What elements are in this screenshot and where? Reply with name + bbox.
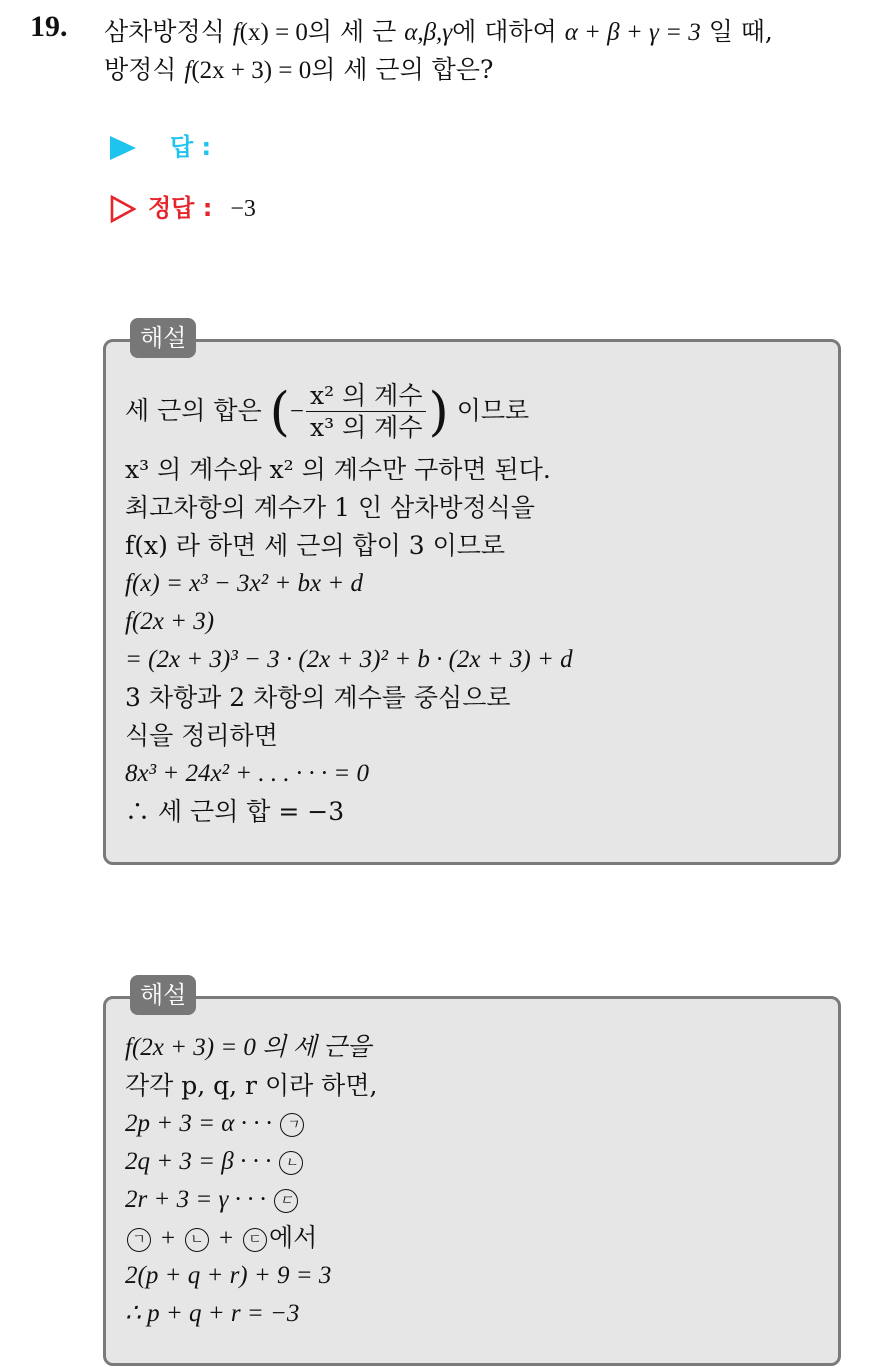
sol1-line-8: 3 차항과 2 차항의 계수를 중심으로 xyxy=(125,683,511,712)
sol2-line-5 xyxy=(125,1183,300,1217)
outline-triangle-icon xyxy=(110,195,136,223)
sol2-line-2: 각각 p, q, r 이라 하면, xyxy=(125,1071,378,1100)
q-func: f xyxy=(184,57,192,84)
question-line-1 xyxy=(104,14,773,51)
correct-answer-label: 정답 : xyxy=(148,194,213,222)
q-text: 방정식 xyxy=(104,55,177,84)
q-eq: (2x + 3) = 0 xyxy=(191,57,312,84)
sol2-line-6 xyxy=(125,1221,317,1256)
q-text: 일 때, xyxy=(708,17,773,46)
plus-sign: + xyxy=(160,1225,176,1252)
correct-answer-row xyxy=(110,191,256,226)
sol2-line-3 xyxy=(125,1107,306,1141)
sol2-text: 에서 xyxy=(269,1223,318,1252)
minus-sign: − xyxy=(289,398,305,425)
sol1-line-7: = (2x + 3)³ − 3 · (2x + 3)² + b · (2x + 3) + d xyxy=(125,646,573,673)
sol2-line-7: 2(p + q + r) + 9 = 3 xyxy=(125,1262,332,1289)
q-func: f xyxy=(232,19,240,46)
sol2-line-1: f(2x + 3) = 0 의 세 근을 xyxy=(125,1034,372,1061)
circled-nieun-icon: ㄴ xyxy=(185,1228,209,1252)
sol1-line-5: f(x) = x³ − 3x² + bx + d xyxy=(125,570,363,597)
circled-digeut-icon: ㄷ xyxy=(243,1228,267,1252)
play-triangle-icon xyxy=(110,136,136,160)
sol1-text: 이므로 xyxy=(456,396,530,425)
sol1-line-1 xyxy=(125,380,529,444)
q-sum: α + β + γ = 3 xyxy=(564,19,701,46)
sol2-line-8: ∴ p + q + r = −3 xyxy=(125,1300,300,1327)
fraction-denominator: x³ 의 계수 xyxy=(310,413,423,442)
solution-tag-1: 해설 xyxy=(130,318,196,358)
q-text: 삼차방정식 xyxy=(104,17,225,46)
sol1-line-9: 식을 정리하면 xyxy=(125,721,278,750)
sol1-text: 세 근의 합은 xyxy=(125,396,262,425)
circled-giyeok-icon: ㄱ xyxy=(127,1228,151,1252)
solution-tag-2: 해설 xyxy=(130,975,196,1015)
q-text: 의 세 근 xyxy=(307,17,397,46)
sol2-eq: 2p + 3 = α · · · xyxy=(125,1110,272,1137)
circled-nieun-icon: ㄴ xyxy=(279,1151,303,1175)
fraction-numerator: x² 의 계수 xyxy=(306,381,426,412)
answer-row xyxy=(110,130,211,164)
left-paren: ( xyxy=(269,382,290,443)
correct-answer-value: −3 xyxy=(230,196,256,222)
sol2-eq: 2r + 3 = γ · · · xyxy=(125,1186,266,1213)
q-roots: α,β,γ xyxy=(404,19,453,46)
sol2-eq: 2q + 3 = β · · · xyxy=(125,1148,272,1175)
sol1-line-3: 최고차항의 계수가 1 인 삼차방정식을 xyxy=(125,493,535,522)
right-paren: ) xyxy=(428,382,449,443)
q-text: 의 세 근의 합은? xyxy=(311,55,494,84)
sol1-line-6: f(2x + 3) xyxy=(125,608,215,635)
question-number: 19. xyxy=(30,10,68,43)
plus-sign: + xyxy=(218,1225,234,1252)
sol1-line-4: f(x) 라 하면 세 근의 합이 3 이므로 xyxy=(125,531,506,560)
sol1-line-2: x³ 의 계수와 x² 의 계수만 구하면 된다. xyxy=(125,455,551,484)
sol2-line-4 xyxy=(125,1145,305,1179)
q-eq: (x) = 0 xyxy=(239,19,308,46)
q-text: 에 대하여 xyxy=(452,17,557,46)
sol1-line-11: ∴ 세 근의 합 = −3 xyxy=(125,797,345,826)
answer-label: 답 : xyxy=(170,133,212,161)
circled-digeut-icon: ㄷ xyxy=(274,1189,298,1213)
sol1-line-10: 8x³ + 24x² + . . . · · · = 0 xyxy=(125,760,370,787)
question-line-2 xyxy=(104,52,493,89)
circled-giyeok-icon: ㄱ xyxy=(280,1113,304,1137)
fraction xyxy=(306,381,426,444)
